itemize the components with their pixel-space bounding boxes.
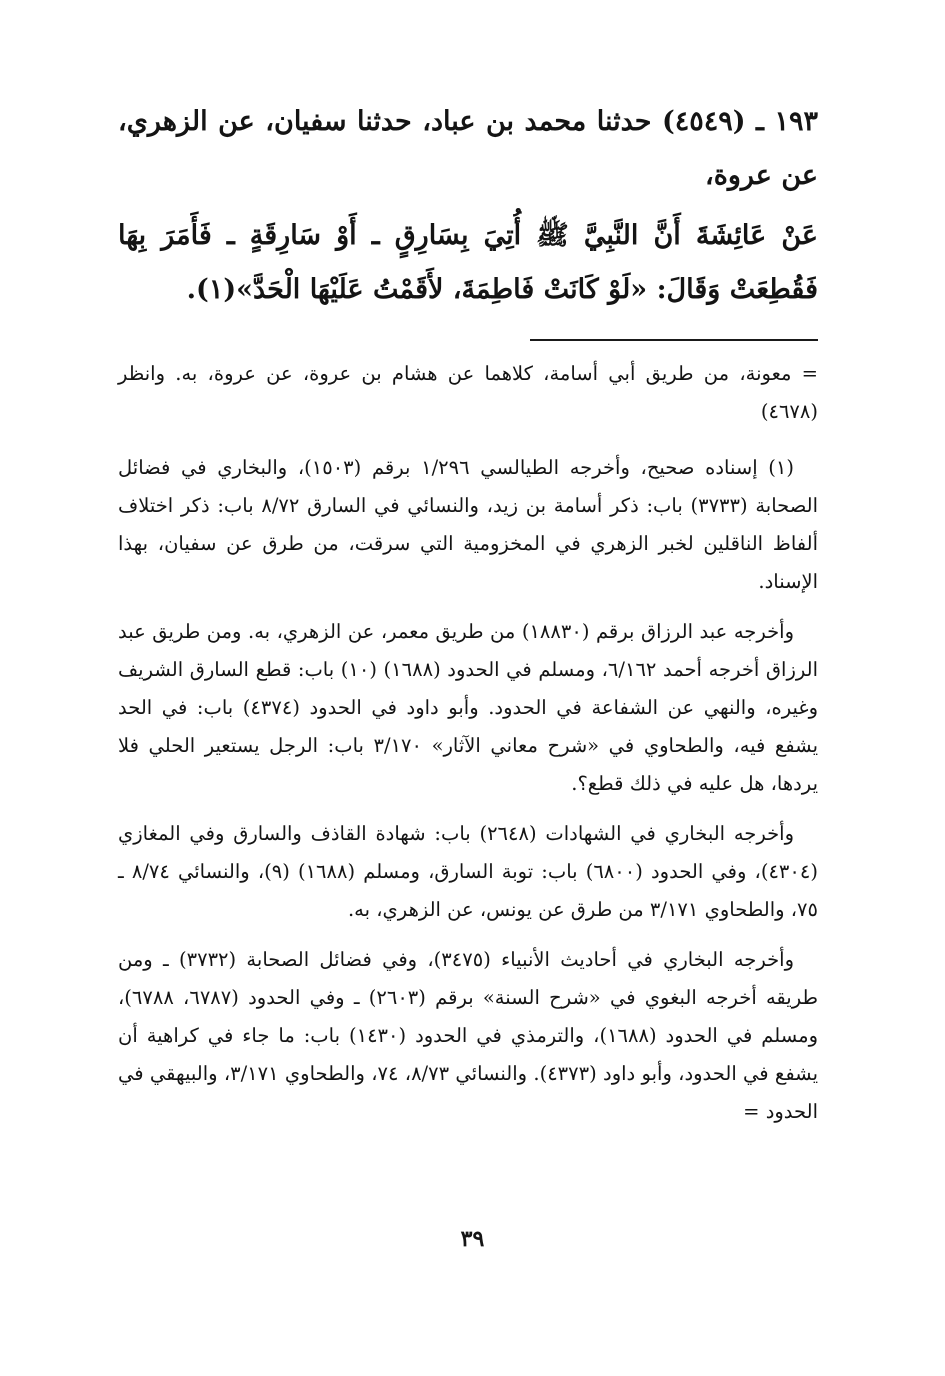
footnote-paragraph: (١) إسناده صحيح، وأخرجه الطيالسي ١/٢٩٦ برقم (١٥٠٣)، والبخاري في فضائل الصحابة (٣٧٣٣) باب: ذكر أسامة بن زيد، والنسائي في السارق ٨/٧٢ باب: ذكر اختلاف ألفاظ الناقلين لخبر الزهري في المخزومية التي سرقت، من طرق عن سفيان، بهذا الإسناد.: [118, 456, 818, 593]
hadith-isnad: ١٩٣ ـ (٤٥٤٩) حدثنا محمد بن عباد، حدثنا سفيان، عن الزهري، عن عروة،: [118, 106, 818, 191]
footnote-paragraph: وأخرجه البخاري في الشهادات (٢٦٤٨) باب: شهادة القاذف والسارق وفي المغازي (٤٣٠٤)، وفي الحدود (٦٨٠٠) باب: توبة السارق، ومسلم (١٦٨٨) (٩)، والنسائي ٨/٧٤ ـ ٧٥، والطحاوي ٣/١٧١ من طرق عن يونس، عن الزهري، به.: [118, 822, 818, 921]
hadith-matn: عَنْ عَائِشَةَ أَنَّ النَّبِيَّ ﷺ أُتِيَ بِسَارِقٍ ـ أَوْ سَارِقَةٍ ـ فَأَمَرَ بِهَا فَقُطِعَتْ وَقَالَ: «لَوْ كَانَتْ فَاطِمَةَ، لأَقَمْتُ عَلَيْهَا الْحَدَّ»(١).: [118, 220, 818, 305]
footnote-paragraph: وأخرجه عبد الرزاق برقم (١٨٨٣٠) من طريق معمر، عن الزهري، به. ومن طريق عبد الرزاق أخرجه أحمد ٦/١٦٢، ومسلم في الحدود (١٦٨٨) (١٠) باب: قطع السارق الشريف وغيره، والنهي عن الشفاعة في الحدود. وأبو داود في الحدود (٤٣٧٤) باب: في الحد يشفع فيه، والطحاوي في «شرح معاني الآثار» ٣/١٧٠ باب: الرجل يستعير الحلي فلا يردها، هل عليه في ذلك قطع؟.: [118, 620, 818, 795]
footnote-paragraph: وأخرجه البخاري في أحاديث الأنبياء (٣٤٧٥)، وفي فضائل الصحابة (٣٧٣٢) ـ ومن طريقه أخرجه البغوي في «شرح السنة» برقم (٢٦٠٣) ـ وفي الحدود (٦٧٨٧، ٦٧٨٨)، ومسلم في الحدود (١٦٨٨)، والترمذي في الحدود (١٤٣٠) باب: ما جاء في كراهية أن يشفع في الحدود، وأبو داود (٤٣٧٣). والنسائي ٨/٧٣، ٧٤، والطحاوي ٣/١٧١، والبيهقي في الحدود =: [118, 948, 819, 1123]
footnotes: [118, 355, 818, 1131]
page-content: [118, 95, 818, 1143]
page-number: ٣٩: [460, 1226, 485, 1252]
footnote-divider: [530, 339, 818, 341]
footnote-continuation: = معونة، من طريق أبي أسامة، كلاهما عن هشام بن عروة، عن عروة، به. وانظر (٤٦٧٨): [118, 362, 818, 423]
